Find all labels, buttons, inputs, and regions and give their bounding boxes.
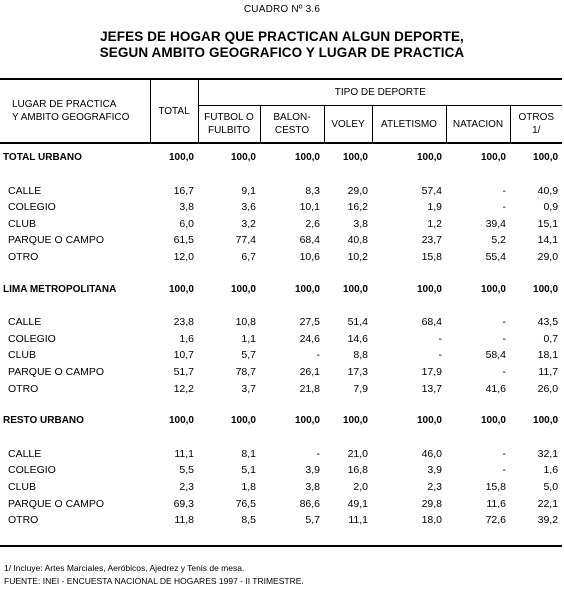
table-cell: 10,1 (299, 201, 320, 214)
table-cell: 100,0 (480, 283, 506, 295)
table-cell: 15,8 (421, 250, 442, 263)
table-cell: 69,3 (173, 497, 194, 510)
table-cell: 26,0 (537, 382, 559, 395)
table-cell: 100,0 (294, 283, 320, 295)
table-cell: 27,5 (299, 316, 320, 329)
table-cell: 13,7 (421, 382, 442, 395)
table-cell: 100,0 (416, 415, 442, 427)
table-cell: 55,4 (485, 250, 506, 263)
source-note: FUENTE: INEI - ENCUESTA NACIONAL DE HOGARES 1997 - II TRIMESTRE. (4, 576, 304, 586)
table-cell: 12,0 (173, 250, 194, 263)
table-row (0, 232, 562, 249)
table-cell: 15,8 (485, 480, 506, 493)
table-cell: 10,7 (173, 349, 194, 362)
table-cell: - (502, 184, 506, 197)
table-cell: 100,0 (230, 415, 256, 427)
column-header-line-2: CESTO (274, 125, 310, 136)
table-cell: 2,3 (179, 480, 194, 493)
table-row (0, 314, 562, 331)
table-cell: 10,2 (347, 250, 368, 263)
table-cell: 100,0 (168, 152, 194, 163)
column-header-line-1: BALON- (273, 112, 311, 123)
table-cell: 2,6 (305, 217, 320, 230)
table-cell: 100,0 (230, 283, 256, 295)
table-cell: 100,0 (480, 415, 506, 427)
table-cell: - (502, 447, 506, 460)
table-cell: 5,7 (305, 514, 320, 527)
table-cell: 100,0 (168, 415, 194, 427)
stub-header-line-1: LUGAR DE PRACTICA (12, 99, 117, 110)
page-title-line-1: JEFES DE HOGAR QUE PRACTICAN ALGUN DEPORTE, (100, 29, 464, 44)
table-cell: 3,2 (241, 217, 256, 230)
table-cell: 76,5 (235, 497, 256, 510)
table-row (0, 364, 562, 381)
table-cell: 51,7 (173, 365, 194, 378)
spacer-row (0, 397, 562, 413)
row-label: CALLE (8, 447, 42, 460)
table-cell: - (502, 365, 506, 378)
row-label: PARQUE O CAMPO (8, 365, 105, 378)
table-row (0, 479, 562, 496)
table-cell: 10,8 (235, 316, 256, 329)
row-label: CALLE (8, 184, 42, 197)
column-header-line-1: OTROS (518, 112, 555, 123)
row-label: OTRO (8, 382, 39, 395)
row-label: PARQUE O CAMPO (8, 497, 105, 510)
table-cell: 24,6 (299, 332, 320, 345)
table-cell: 29,0 (347, 184, 368, 197)
footnote: 1/ Incluye: Artes Marciales, Aeróbicos, Ajedrez y Tenis de mesa. (4, 563, 245, 573)
table-cell: 12,2 (173, 382, 194, 395)
stub-header (0, 79, 150, 143)
table-cell: 5,5 (179, 464, 194, 477)
table-cell: 72,6 (485, 514, 506, 527)
column-header (324, 106, 372, 144)
section-total-row (0, 413, 562, 430)
table-cell: 100,0 (294, 152, 320, 163)
table-cell: 39,2 (537, 514, 559, 527)
footnotes (4, 562, 304, 588)
table-cell: 8,5 (241, 514, 256, 527)
table-cell: 43,5 (537, 316, 559, 329)
table-cell: 100,0 (168, 283, 194, 295)
table-cell: 32,1 (537, 447, 559, 460)
table-cell: 1,2 (427, 217, 442, 230)
table-cell: 8,1 (241, 447, 256, 460)
table-cell: 5,7 (241, 349, 256, 362)
table-cell: 3,7 (241, 382, 256, 395)
row-label: CLUB (8, 217, 37, 230)
column-header-line-2: 1/ (532, 125, 541, 136)
table-cell: 3,8 (353, 217, 368, 230)
table-cell: 68,4 (299, 234, 320, 247)
table-cell: 16,2 (347, 201, 368, 214)
table-cell: 10,6 (299, 250, 320, 263)
row-label: PARQUE O CAMPO (8, 234, 105, 247)
table-cell: 23,8 (173, 316, 194, 329)
row-label: COLEGIO (8, 201, 56, 214)
row-label: OTRO (8, 250, 39, 263)
table-cell: 3,9 (305, 464, 320, 477)
table-cell: 14,6 (347, 332, 368, 345)
table-cell: 49,1 (347, 497, 368, 510)
page-title-line-2: SEGUN AMBITO GEOGRAFICO Y LUGAR DE PRACTICA (99, 45, 465, 60)
table-cell: 100,0 (480, 152, 506, 163)
table-cell: 21,0 (347, 447, 368, 460)
table-cell: 39,4 (485, 217, 506, 230)
table-cell: - (438, 332, 442, 345)
table-row (0, 199, 562, 216)
spacer-row (0, 298, 562, 314)
table-cell: 8,3 (305, 184, 320, 197)
sport-type-header: TIPO DE DEPORTE (198, 79, 562, 106)
table-cell: 78,7 (235, 365, 256, 378)
table-cell: - (316, 447, 320, 460)
table-cell: 11,6 (486, 497, 506, 510)
table-cell: 15,1 (537, 217, 559, 230)
table-cell: 100,0 (342, 283, 368, 295)
row-label: CALLE (8, 316, 42, 329)
table-cell: 17,9 (421, 365, 442, 378)
row-label: TOTAL URBANO (3, 152, 82, 163)
table-bottom-rule (0, 545, 562, 547)
table-cell: 3,8 (305, 480, 320, 493)
column-header (510, 106, 562, 144)
table-cell: 8,8 (353, 349, 368, 362)
table-row (0, 331, 562, 348)
table-cell: 29,8 (421, 497, 442, 510)
column-header-line-1: FUTBOL O (204, 112, 254, 123)
table-cell: 18,1 (537, 349, 559, 362)
row-label: COLEGIO (8, 332, 56, 345)
table-cell: 100,0 (533, 283, 559, 295)
table-cell: 11,7 (538, 365, 559, 378)
row-label: COLEGIO (8, 464, 56, 477)
table-cell: 11,8 (174, 514, 194, 527)
table-cell: 22,1 (537, 497, 559, 510)
table-cell: 58,4 (485, 349, 506, 362)
table-number: CUADRO Nº 3.6 (243, 4, 321, 15)
table-row (0, 446, 562, 463)
table-cell: - (438, 349, 442, 362)
table-cell: - (502, 316, 506, 329)
table-row (0, 496, 562, 513)
table-cell: 86,6 (299, 497, 320, 510)
table-cell: 57,4 (421, 184, 442, 197)
table-cell: 2,3 (427, 480, 442, 493)
table-cell: 3,6 (241, 201, 256, 214)
table-cell: 2,0 (353, 480, 368, 493)
row-label: CLUB (8, 480, 37, 493)
table-cell: 17,3 (347, 365, 368, 378)
spacer-row (0, 167, 562, 183)
total-header: TOTAL (150, 79, 198, 143)
table-cell: 23,7 (421, 234, 442, 247)
column-header (198, 106, 260, 144)
column-header-line-2: FULBITO (207, 125, 251, 136)
table-cell: 1,6 (179, 332, 194, 345)
table-cell: 1,1 (241, 332, 256, 345)
table-cell: 6,0 (179, 217, 194, 230)
table-cell: 5,2 (491, 234, 506, 247)
table-cell: 40,9 (537, 184, 559, 197)
table-cell: 7,9 (353, 382, 368, 395)
table-cell: 46,0 (421, 447, 442, 460)
row-label: LIMA METROPOLITANA (3, 283, 117, 295)
table-cell: 5,1 (241, 464, 256, 477)
table-cell: 41,6 (485, 382, 506, 395)
table-cell: 100,0 (294, 415, 320, 427)
row-label: CLUB (8, 349, 37, 362)
table-cell: 100,0 (342, 415, 368, 427)
section-total-row (0, 282, 562, 299)
table-cell: 40,8 (347, 234, 368, 247)
table-cell: - (502, 464, 506, 477)
table-cell: 0,9 (543, 201, 559, 214)
table-cell: 14,1 (537, 234, 559, 247)
table-row (0, 216, 562, 233)
table-row (0, 512, 562, 529)
table-cell: 26,1 (299, 365, 320, 378)
row-label: OTRO (8, 514, 39, 527)
table-cell: 100,0 (533, 415, 559, 427)
table-cell: 11,1 (348, 514, 368, 527)
table-row (0, 183, 562, 200)
table-cell: 16,7 (173, 184, 194, 197)
table-cell: 16,8 (347, 464, 368, 477)
table-cell: 100,0 (342, 152, 368, 163)
table-cell: 3,8 (179, 201, 194, 214)
table-cell: 3,9 (427, 464, 442, 477)
table-cell: 77,4 (235, 234, 256, 247)
table-cell: 100,0 (416, 152, 442, 163)
table-row (0, 347, 562, 364)
table-cell: 1,9 (427, 201, 442, 214)
table-cell: 11,1 (174, 447, 194, 460)
stub-header-line-2: Y AMBITO GEOGRAFICO (12, 112, 130, 123)
table-cell: 61,5 (173, 234, 194, 247)
table-cell: 100,0 (533, 152, 559, 163)
table-cell: 1,8 (241, 480, 256, 493)
table-cell: 9,1 (241, 184, 256, 197)
column-header-line-1: ATLETISMO (381, 118, 437, 130)
table-row (0, 462, 562, 479)
table-cell: 21,8 (299, 382, 320, 395)
column-header-line-1: VOLEY (331, 118, 365, 130)
table-row (0, 381, 562, 398)
table-cell: 18,0 (421, 514, 442, 527)
spacer-row (0, 266, 562, 282)
table-cell: 51,4 (347, 316, 368, 329)
table-cell: 0,7 (543, 332, 559, 345)
table-cell: 68,4 (421, 316, 442, 329)
column-header (372, 106, 446, 144)
table-cell: - (502, 201, 506, 214)
table-cell: 100,0 (230, 152, 256, 163)
table-cell: 29,0 (537, 250, 559, 263)
statistics-table (0, 78, 562, 529)
row-label: RESTO URBANO (3, 415, 84, 427)
table-cell: 6,7 (241, 250, 256, 263)
table-row (0, 249, 562, 266)
section-total-row (0, 143, 562, 167)
column-header (446, 106, 510, 144)
column-header-line-1: NATACION (452, 118, 504, 130)
table-cell: 100,0 (416, 283, 442, 295)
table-cell: - (316, 349, 320, 362)
table-cell: 5,0 (543, 480, 559, 493)
column-header (260, 106, 324, 144)
spacer-row (0, 430, 562, 446)
table-cell: - (502, 332, 506, 345)
table-cell: 1,6 (543, 464, 559, 477)
